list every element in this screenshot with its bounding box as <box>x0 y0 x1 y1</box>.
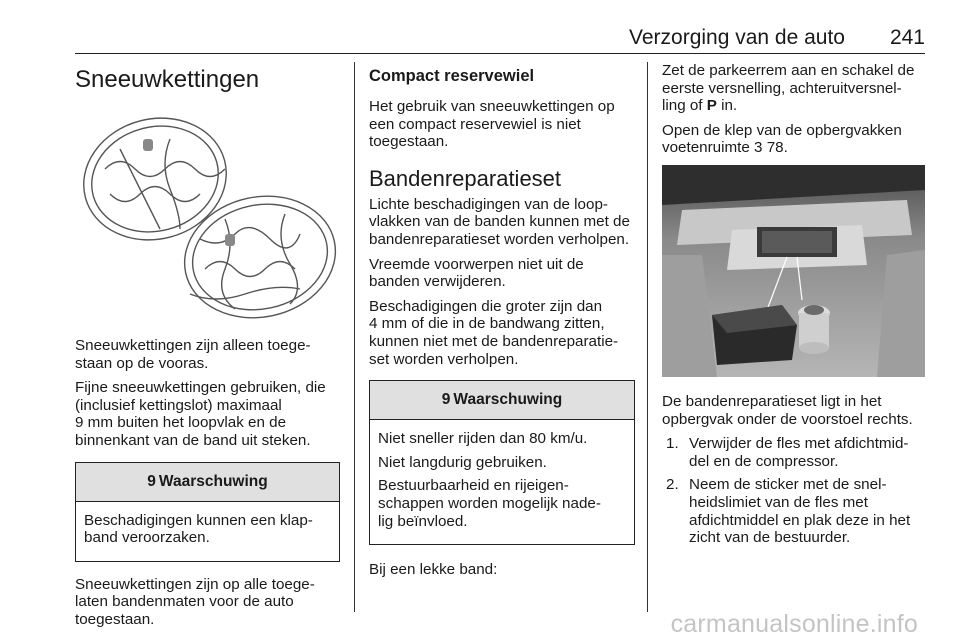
paragraph: De bandenreparatieset ligt in het opbergvak onder de voorstoel rechts. <box>662 392 913 428</box>
warning-title: Waarschuwing <box>158 472 268 490</box>
warning-body <box>370 420 634 544</box>
heading-repair-kit: Bandenreparatieset <box>369 165 562 191</box>
paragraph: Fijne sneeuwkettingen gebruiken, die (inclusief kettingslot) maximaal 9 mm buiten het loopvlak en de binnenkant van de band uit steken. <box>75 379 326 449</box>
warning-line: Niet langdurig gebruiken. <box>378 453 547 471</box>
warning-icon: 9 <box>147 472 156 490</box>
paragraph: Sneeuwkettingen zijn op alle toege- laten bandenmaten voor de auto toegestaan. <box>75 575 315 628</box>
subheading-compact-spare: Compact reservewiel <box>369 67 535 85</box>
gear-letter: P <box>706 97 717 115</box>
paragraph: Het gebruik van sneeuwkettingen op een compact reservewiel is niet toegestaan. <box>369 98 615 151</box>
page-header <box>75 24 925 52</box>
column-divider <box>647 62 648 612</box>
column-1 <box>75 62 340 636</box>
warning-header <box>370 381 634 420</box>
step-number: 1. <box>666 435 679 453</box>
repair-kit-photo <box>662 165 925 377</box>
paragraph <box>662 62 928 115</box>
paragraph: Beschadigingen die groter zijn dan 4 mm of die in de bandwang zitten, kunnen niet met de bandenreparatie- set worden verholpen. <box>369 297 619 368</box>
paragraph <box>662 122 928 157</box>
warning-title: Waarschuwing <box>453 391 563 409</box>
text-span: 78. <box>762 139 788 157</box>
warning-box <box>75 462 340 562</box>
paragraph: Sneeuwkettingen zijn alleen toege- staan op de vooras. <box>75 337 311 372</box>
step-text: Verwijder de fles met afdichtmid- del en de compressor. <box>689 435 909 470</box>
column-2 <box>369 62 635 586</box>
step-number: 2. <box>666 476 679 494</box>
snow-chains-illustration <box>75 109 340 323</box>
page-reference-icon: 3 <box>754 139 763 157</box>
page-number: 241 <box>889 26 925 49</box>
warning-text: Beschadigingen kunnen een klap- band veroorzaken. <box>84 511 313 547</box>
section-title: Verzorging van de auto <box>629 26 845 49</box>
paragraph: Bij een lekke band: <box>369 561 498 579</box>
text-span: Open de klep van de opbergvakken voetenruimte <box>662 121 902 157</box>
warning-box <box>369 380 635 545</box>
text-span: in. <box>716 97 738 115</box>
watermark: carmanualsonline.info <box>670 610 918 638</box>
warning-icon: 9 <box>441 391 451 409</box>
warning-line: Niet sneller rijden dan 80 km/u. <box>378 430 588 448</box>
column-divider <box>354 62 355 612</box>
heading-snow-chains: Sneeuwkettingen <box>75 66 260 93</box>
list-item <box>662 435 928 470</box>
steps-list <box>662 435 928 547</box>
warning-header <box>76 463 339 502</box>
warning-line: Bestuurbaarheid en rijeigen- schappen worden mogelijk nade- lig beïnvloed. <box>378 477 601 530</box>
column-3 <box>662 62 928 553</box>
warning-body <box>76 502 339 561</box>
paragraph: Lichte beschadigingen van de loop- vlakken van de banden kunnen met de bandenreparatieset worden verholpen. <box>369 195 630 248</box>
text-span: Zet de parkeerrem aan en schakel de eerste versnelling, achteruitversnel- ling of <box>662 62 915 115</box>
paragraph: Vreemde voorwerpen niet uit de banden verwijderen. <box>369 255 584 291</box>
header-rule <box>75 53 925 54</box>
list-item <box>662 476 928 546</box>
step-text: Neem de sticker met de snel- heidslimiet van de fles met afdichtmiddel en plak deze in het zicht van de bestuurder. <box>689 476 911 547</box>
